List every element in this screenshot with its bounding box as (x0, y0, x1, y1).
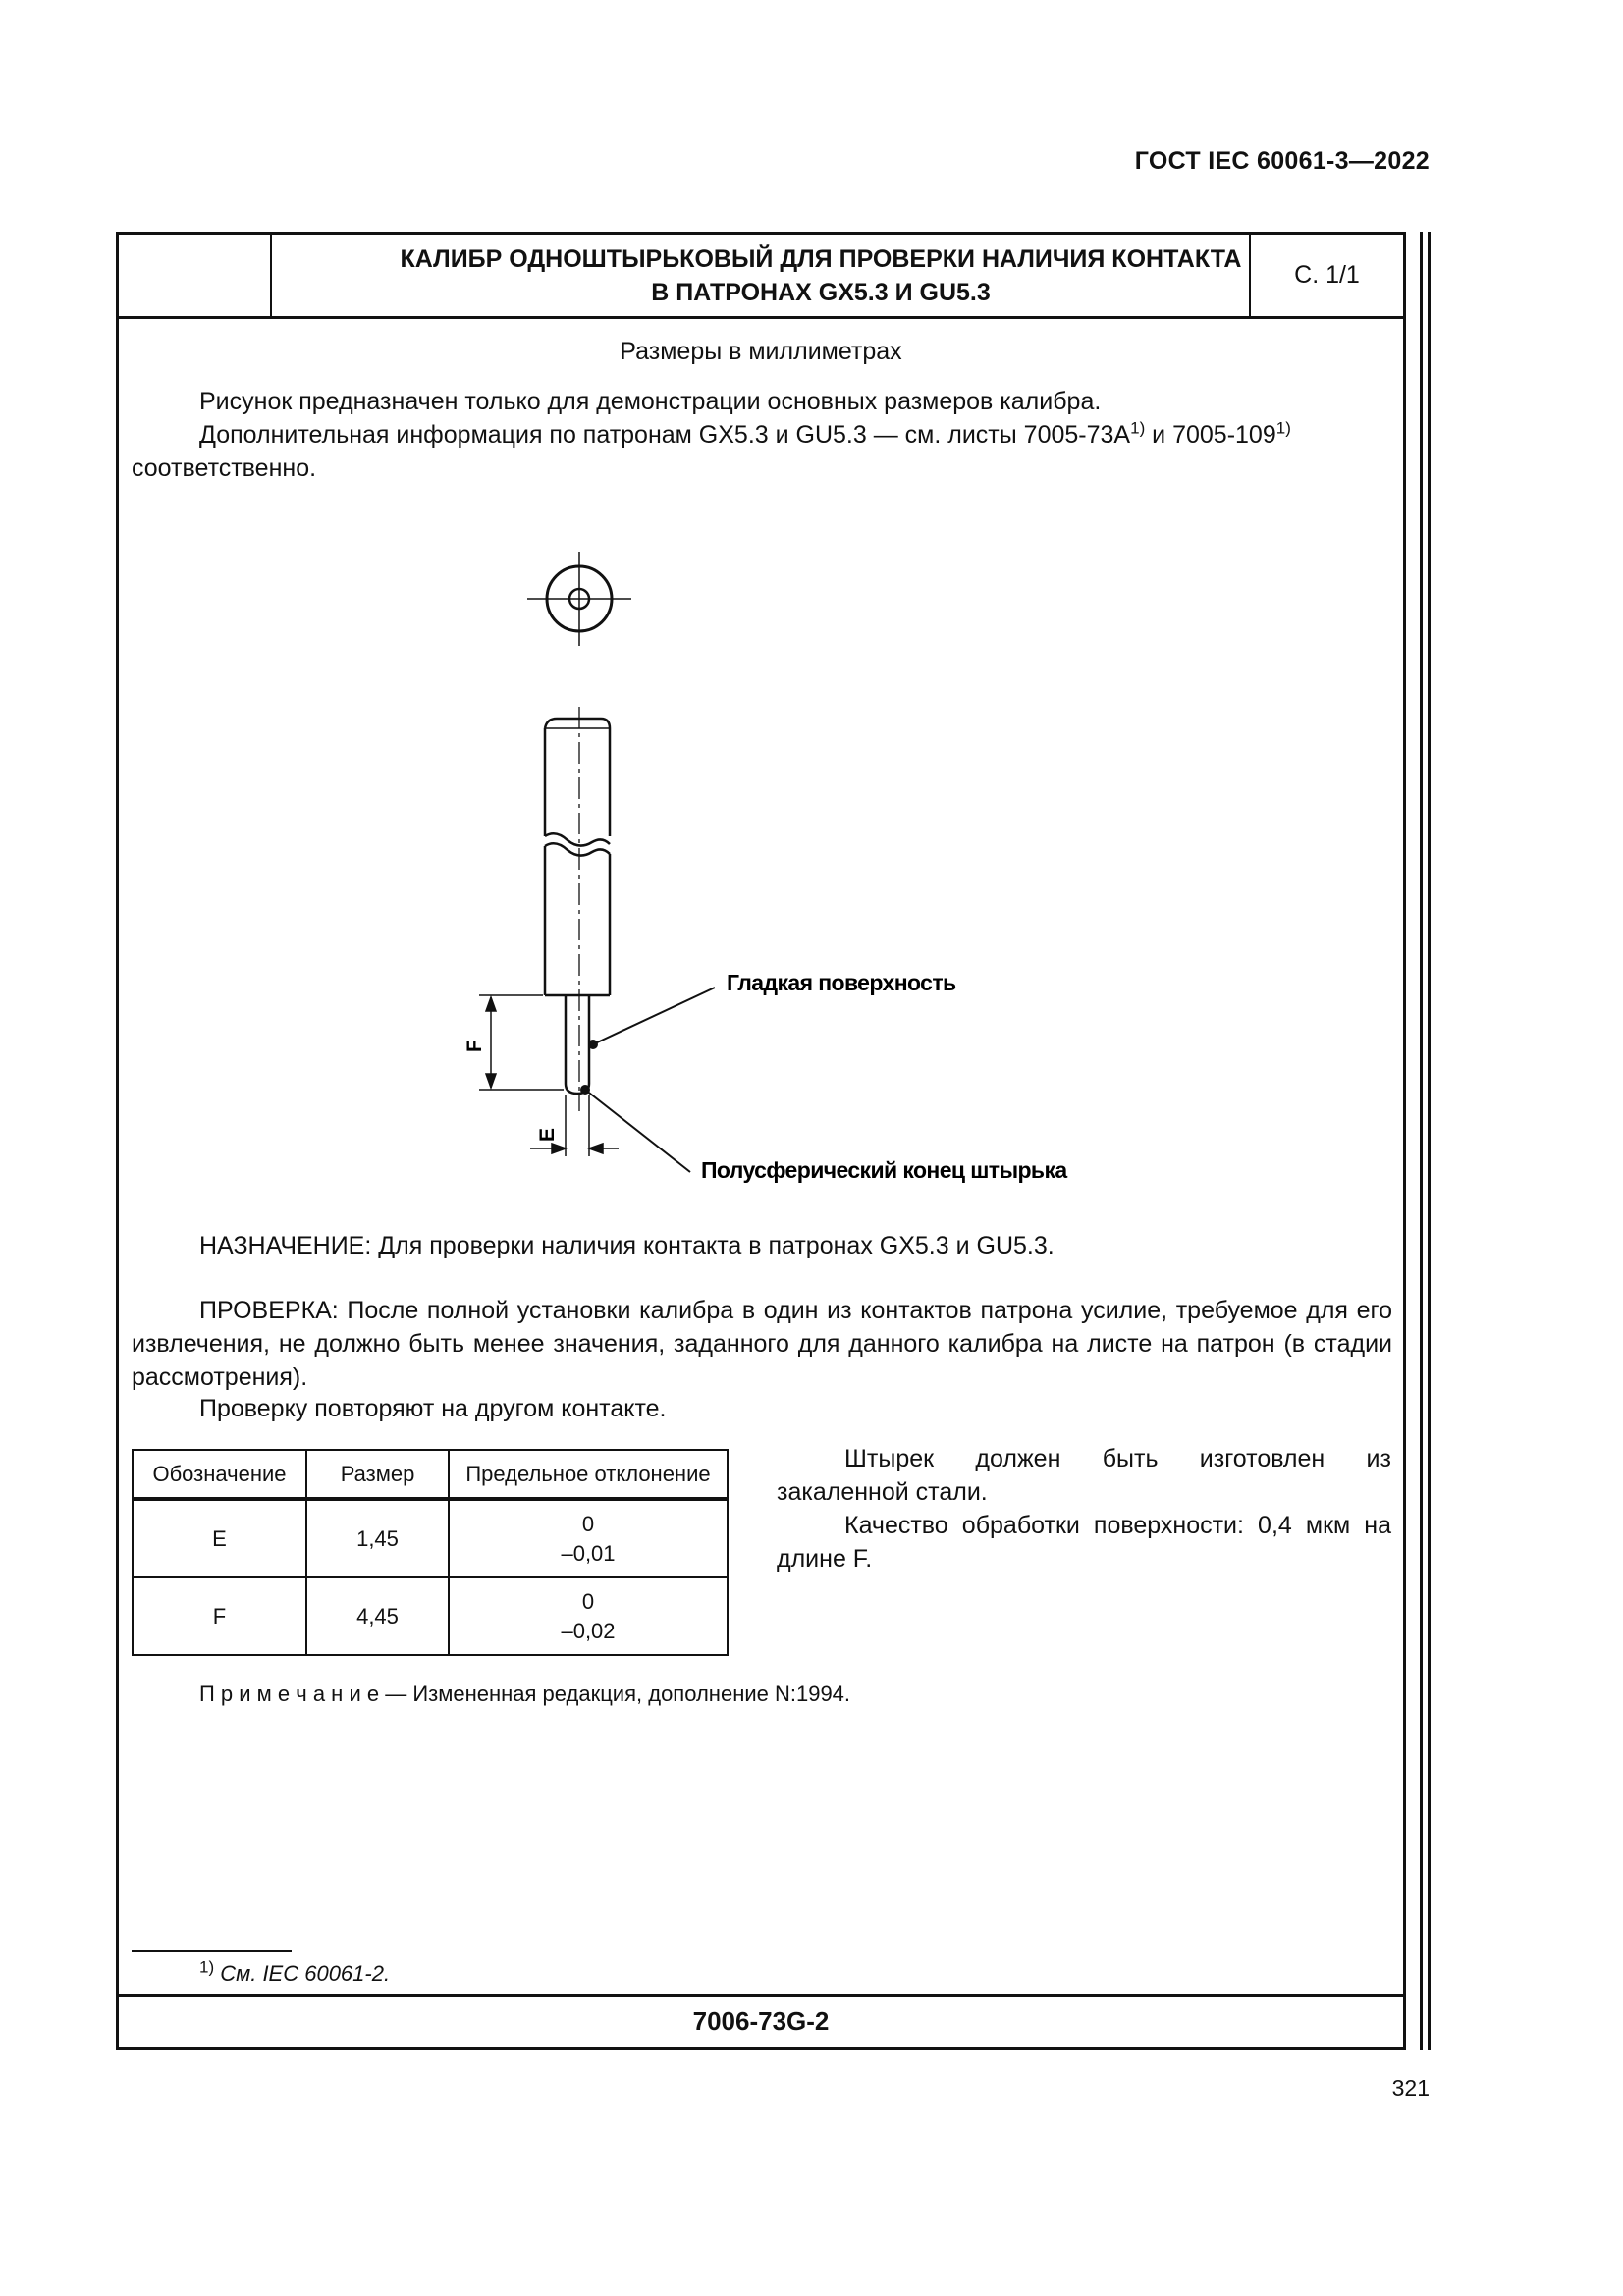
leader-smooth (589, 988, 715, 1048)
intro-paragraph-2-end: соответственно. (132, 454, 317, 482)
table-header-row (133, 1450, 728, 1499)
sheet-number: С. 1/1 (1249, 235, 1403, 316)
purpose-text: НАЗНАЧЕНИЕ: Для проверки наличия контакта в патронах GX5.3 и GU5.3. (199, 1232, 1055, 1259)
cell-symbol: F (133, 1577, 306, 1655)
dimensions-table (132, 1449, 729, 1656)
cell-size: 4,45 (306, 1577, 449, 1655)
label-hemispherical-tip: Полусферический конец штырька (701, 1157, 1067, 1183)
col-deviation: Предельное отклонение (449, 1450, 728, 1499)
page-number: 321 (1391, 2075, 1430, 2101)
standard-code: ГОСТ IEC 60061-3—2022 (1134, 147, 1430, 175)
sheet-code: 7006-73G-2 (119, 1994, 1403, 2047)
sheet-title-line1: КАЛИБР ОДНОШТЫРЬКОВЫЙ ДЛЯ ПРОВЕРКИ НАЛИЧИЯ КОНТАКТА (400, 244, 1242, 273)
cell-deviation: 0 –0,01 (449, 1499, 728, 1577)
cell-size: 1,45 (306, 1499, 449, 1577)
cell-deviation: 0 –0,02 (449, 1577, 728, 1655)
gauge-body (545, 719, 610, 1094)
col-size: Размер (306, 1450, 449, 1499)
dim-e-label: E (536, 1127, 559, 1142)
finish-note: Качество обработки поверхности: 0,4 мкм на длине F. (777, 1512, 1391, 1573)
intro-paragraph-1: Рисунок предназначен только для демонстрации основных размеров калибра. (199, 388, 1102, 415)
sheet-title-line2: В ПАТРОНАХ GX5.3 И GU5.3 (651, 278, 991, 306)
note: П р и м е ч а н и е — Измененная редакция, дополнение N:1994. (199, 1682, 851, 1706)
label-smooth-surface: Гладкая поверхность (727, 970, 956, 995)
leader-tip (581, 1086, 690, 1172)
footnote: $^{1)}$ См. IEC 60061-2. (199, 1957, 391, 1986)
end-view (527, 552, 631, 646)
table-row (133, 1577, 728, 1655)
check-paragraph: ПРОВЕРКА: После полной установки калибра в один из контактов патрона усилие, требуемое для его извлечения, не должно быть менее значения, заданного для данного калибра на листе на патрон (в стадии рассмотрения). (132, 1297, 1392, 1391)
cell-symbol: E (133, 1499, 306, 1577)
units-note: Размеры в миллиметрах (620, 338, 902, 365)
check-repeat: Проверку повторяют на другом контакте. (199, 1395, 667, 1422)
intro-paragraph-2: Дополнительная информация по патронам GX5.3 и GU5.3 — см. листы $7005-73A^{1)}$ и 7005-109$^{1)}$ (199, 418, 1291, 449)
footnote-rule (132, 1950, 292, 1952)
col-symbol: Обозначение (133, 1450, 306, 1499)
dimension-f (479, 995, 564, 1090)
dim-f-label: F (463, 1040, 486, 1052)
table-row (133, 1499, 728, 1577)
material-note: Штырек должен быть изготовлен из закаленной стали. (777, 1445, 1391, 1506)
